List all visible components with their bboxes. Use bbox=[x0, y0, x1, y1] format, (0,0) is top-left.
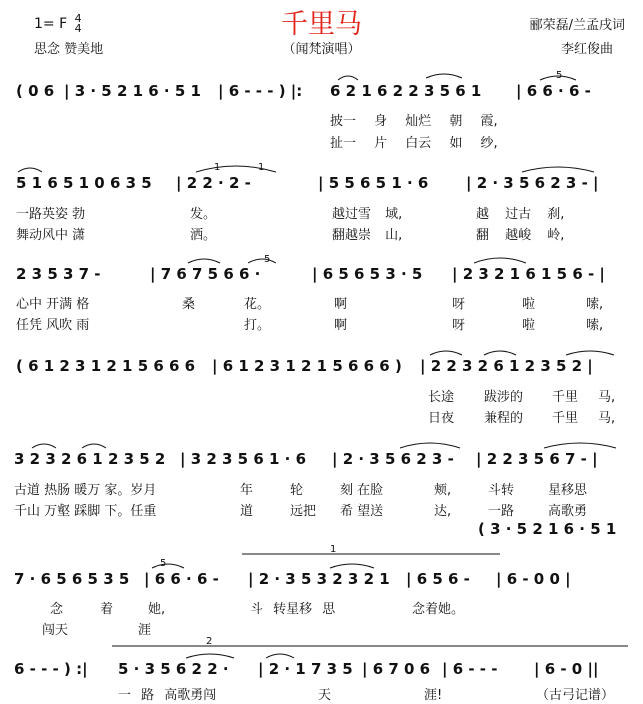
slur bbox=[330, 564, 374, 568]
notation-row-4 bbox=[0, 357, 643, 379]
measure: | 2 · 1 7 3 5 bbox=[258, 660, 358, 678]
lyric-line: 扯一 片 白云 如 纱, bbox=[330, 136, 498, 151]
lyric-line: 披一 身 灿烂 朝 霞, bbox=[330, 114, 498, 129]
lyric: 啦 bbox=[522, 297, 536, 312]
lyric: 斗 转星移 思 bbox=[250, 602, 336, 617]
lyric: 高歌勇 bbox=[548, 504, 588, 519]
lyric: 一 路 高歌勇闯 bbox=[118, 688, 217, 703]
lyric: 念着她。 bbox=[412, 602, 465, 617]
lyric: 闯天 bbox=[42, 623, 69, 638]
notation-row-1 bbox=[0, 82, 643, 104]
key-label: 1= F bbox=[34, 16, 68, 32]
measure: 7 · 6 5 6 5 3 5 bbox=[14, 570, 135, 588]
notation-row-5 bbox=[0, 450, 643, 472]
lyric: 越过雪 域, bbox=[332, 207, 403, 222]
lyric-row-6a bbox=[0, 598, 643, 618]
grace-note: 1 bbox=[258, 162, 265, 173]
lyric-row-6b bbox=[0, 619, 643, 639]
measure: ( 6 1 2 3 1 2 1 5 6 6 6 bbox=[16, 357, 201, 375]
notation-row-2 bbox=[0, 174, 643, 196]
measure: 3 2 3 2 6 1 2 3 5 2 bbox=[14, 450, 171, 468]
lyric-row-5a bbox=[0, 479, 643, 499]
performance-style: 思念 赞美地 bbox=[34, 42, 104, 57]
slur bbox=[544, 443, 616, 448]
slur bbox=[186, 654, 234, 658]
composer-credit: 李红俊曲 bbox=[560, 42, 613, 57]
lyric: 颊, bbox=[434, 483, 452, 498]
lyric: 达, bbox=[434, 504, 452, 519]
measure: ( 0 6 bbox=[16, 82, 60, 100]
slur bbox=[266, 654, 294, 658]
measure: | 6 1 2 3 1 2 1 5 6 6 6 ) bbox=[212, 357, 408, 375]
measure: 6 2 1 6 2 2 3 5 6 1 bbox=[330, 82, 487, 100]
volta-number-1: 1 bbox=[330, 544, 337, 555]
slur bbox=[32, 444, 56, 448]
lyric: 嗦, bbox=[586, 297, 604, 312]
lyric: 打。 bbox=[244, 318, 271, 333]
lyric-row-2a bbox=[0, 203, 643, 223]
measure: | 6 - 0 || bbox=[534, 660, 599, 678]
lyric: 翻 越峻 岭, bbox=[476, 228, 565, 243]
lyric: 呀 bbox=[452, 297, 466, 312]
slur bbox=[540, 76, 576, 80]
lyric-row-3a bbox=[0, 293, 643, 313]
lyric: 花。 bbox=[244, 297, 271, 312]
lyric: 一路英姿 勃 bbox=[16, 207, 86, 222]
measure: | 2 3 2 1 6 1 5 6 - | bbox=[452, 265, 605, 283]
lyric: 啦 bbox=[522, 318, 536, 333]
slur bbox=[400, 443, 460, 448]
lyric: 斗转 bbox=[488, 483, 515, 498]
lyric: 心中 开满 格 bbox=[16, 297, 90, 312]
lyric-row-1b bbox=[0, 132, 643, 152]
measure: | 6 - 0 0 | bbox=[496, 570, 571, 588]
measure: | 6 - - - ) |: bbox=[218, 82, 308, 100]
lyric: 日夜 bbox=[428, 411, 455, 426]
volta-number-2: 2 bbox=[206, 636, 213, 647]
slur bbox=[188, 259, 220, 263]
lyric: 啊 bbox=[334, 318, 348, 333]
notation-row-6 bbox=[0, 570, 643, 592]
slur bbox=[474, 258, 526, 263]
lyric-row-7a bbox=[0, 684, 643, 704]
grace-note: 5 bbox=[264, 254, 271, 265]
measure: | 2 · 3 5 6 2 3 - bbox=[332, 450, 460, 468]
lyric: 长途 bbox=[428, 390, 455, 405]
lyricist-credit: 郦荣磊/兰孟戌词 bbox=[529, 18, 625, 33]
lyric-row-4b bbox=[0, 407, 643, 427]
lyric: 千山 万壑 踩脚 下。任重 bbox=[14, 504, 157, 519]
notation-row-3 bbox=[0, 265, 643, 287]
lyric: 啊 bbox=[334, 297, 348, 312]
lyric: 翻越崇 山, bbox=[332, 228, 403, 243]
lyric: 她, bbox=[148, 602, 166, 617]
lyric-row-1a bbox=[0, 110, 643, 130]
lyric: 天 bbox=[318, 688, 332, 703]
lyric: 刻 在脸 bbox=[340, 483, 384, 498]
score-credit: （古弓记谱） bbox=[536, 688, 615, 703]
slur bbox=[248, 259, 276, 263]
slur bbox=[484, 351, 516, 355]
measure: | 6 6 · 6 - bbox=[516, 82, 597, 100]
lyric: 千里 bbox=[552, 390, 579, 405]
slur bbox=[426, 74, 462, 78]
measure: | 3 2 3 5 6 1 · 6 bbox=[180, 450, 312, 468]
lyric: 远把 bbox=[290, 504, 317, 519]
grace-note: 1 bbox=[214, 162, 221, 173]
measure: ( 3 · 5 2 1 6 · 5 1 bbox=[478, 520, 617, 538]
lyric: 越 过古 刹, bbox=[476, 207, 565, 222]
measure: | 2 · 3 5 6 2 3 - | bbox=[466, 174, 599, 192]
slur bbox=[522, 167, 594, 172]
measure: 2 3 5 3 7 - bbox=[16, 265, 106, 283]
slur bbox=[566, 351, 614, 355]
notation-aside bbox=[0, 520, 643, 542]
measure: | 6 5 6 - bbox=[406, 570, 476, 588]
grace-note: 5 bbox=[160, 558, 167, 569]
lyric: 兼程的 bbox=[484, 411, 524, 426]
lyric-row-2b bbox=[0, 224, 643, 244]
measure: 5 · 3 5 6 2 2 · bbox=[118, 660, 234, 678]
lyric: 道 bbox=[240, 504, 254, 519]
time-numerator: 4 bbox=[74, 12, 82, 25]
lyric: 呀 bbox=[452, 318, 466, 333]
slur bbox=[18, 168, 42, 172]
measure: | 6 - - - bbox=[442, 660, 503, 678]
lyric: 年 bbox=[240, 483, 254, 498]
lyric: 跋涉的 bbox=[484, 390, 524, 405]
lyric-row-4a bbox=[0, 386, 643, 406]
song-title: 千里马 bbox=[281, 9, 362, 40]
measure: | 3 · 5 2 1 6 · 5 1 bbox=[64, 82, 207, 100]
lyric: 马, bbox=[598, 411, 616, 426]
measure: 6 - - - ) :| bbox=[14, 660, 93, 678]
lyric-row-5b bbox=[0, 500, 643, 520]
lyric: 希 望送 bbox=[340, 504, 384, 519]
measure: | 6 6 · 6 - bbox=[144, 570, 225, 588]
measure: | 2 2 3 2 6 1 2 3 5 2 | bbox=[420, 357, 593, 375]
lyric: 念 bbox=[50, 602, 64, 617]
slur bbox=[152, 564, 184, 568]
slur bbox=[338, 76, 358, 80]
measure: | 7 6 7 5 6 6 · bbox=[150, 265, 266, 283]
measure: | 6 5 6 5 3 · 5 bbox=[312, 265, 428, 283]
lyric: 千里 bbox=[552, 411, 579, 426]
notation-row-7 bbox=[0, 660, 643, 682]
lyric-row-3b bbox=[0, 314, 643, 334]
grace-note: 5 bbox=[556, 70, 563, 81]
measure: | 2 · 3 5 3 2 3 2 1 bbox=[248, 570, 395, 588]
lyric: 舞动风中 潇 bbox=[16, 228, 86, 243]
lyric: 发。 bbox=[190, 207, 217, 222]
lyric: 马, bbox=[598, 390, 616, 405]
lyric: 嗦, bbox=[586, 318, 604, 333]
lyric: 星移思 bbox=[548, 483, 588, 498]
slur bbox=[430, 351, 462, 355]
time-denominator: 4 bbox=[74, 22, 82, 35]
lyric: 涯! bbox=[424, 688, 443, 703]
slur bbox=[196, 166, 276, 172]
lyric: 古道 热肠 暖万 家。岁月 bbox=[14, 483, 157, 498]
measure: | 6 7 0 6 bbox=[362, 660, 436, 678]
singer-credit: （闻梵演唱） bbox=[282, 42, 361, 57]
lyric: 一路 bbox=[488, 504, 515, 519]
lyric: 涯 bbox=[138, 623, 152, 638]
measure: | 5 5 6 5 1 · 6 bbox=[318, 174, 434, 192]
lyric: 轮 bbox=[290, 483, 304, 498]
lyric: 桑 bbox=[182, 297, 196, 312]
measure: | 2 2 3 5 6 7 - | bbox=[476, 450, 598, 468]
lyric: 任凭 风吹 雨 bbox=[16, 318, 90, 333]
lyric: 着 bbox=[100, 602, 114, 617]
measure: 5 1 6 5 1 0 6 3 5 bbox=[16, 174, 157, 192]
lyric: 洒。 bbox=[190, 228, 217, 243]
measure: | 2 2 · 2 - bbox=[176, 174, 257, 192]
slur bbox=[82, 444, 106, 448]
